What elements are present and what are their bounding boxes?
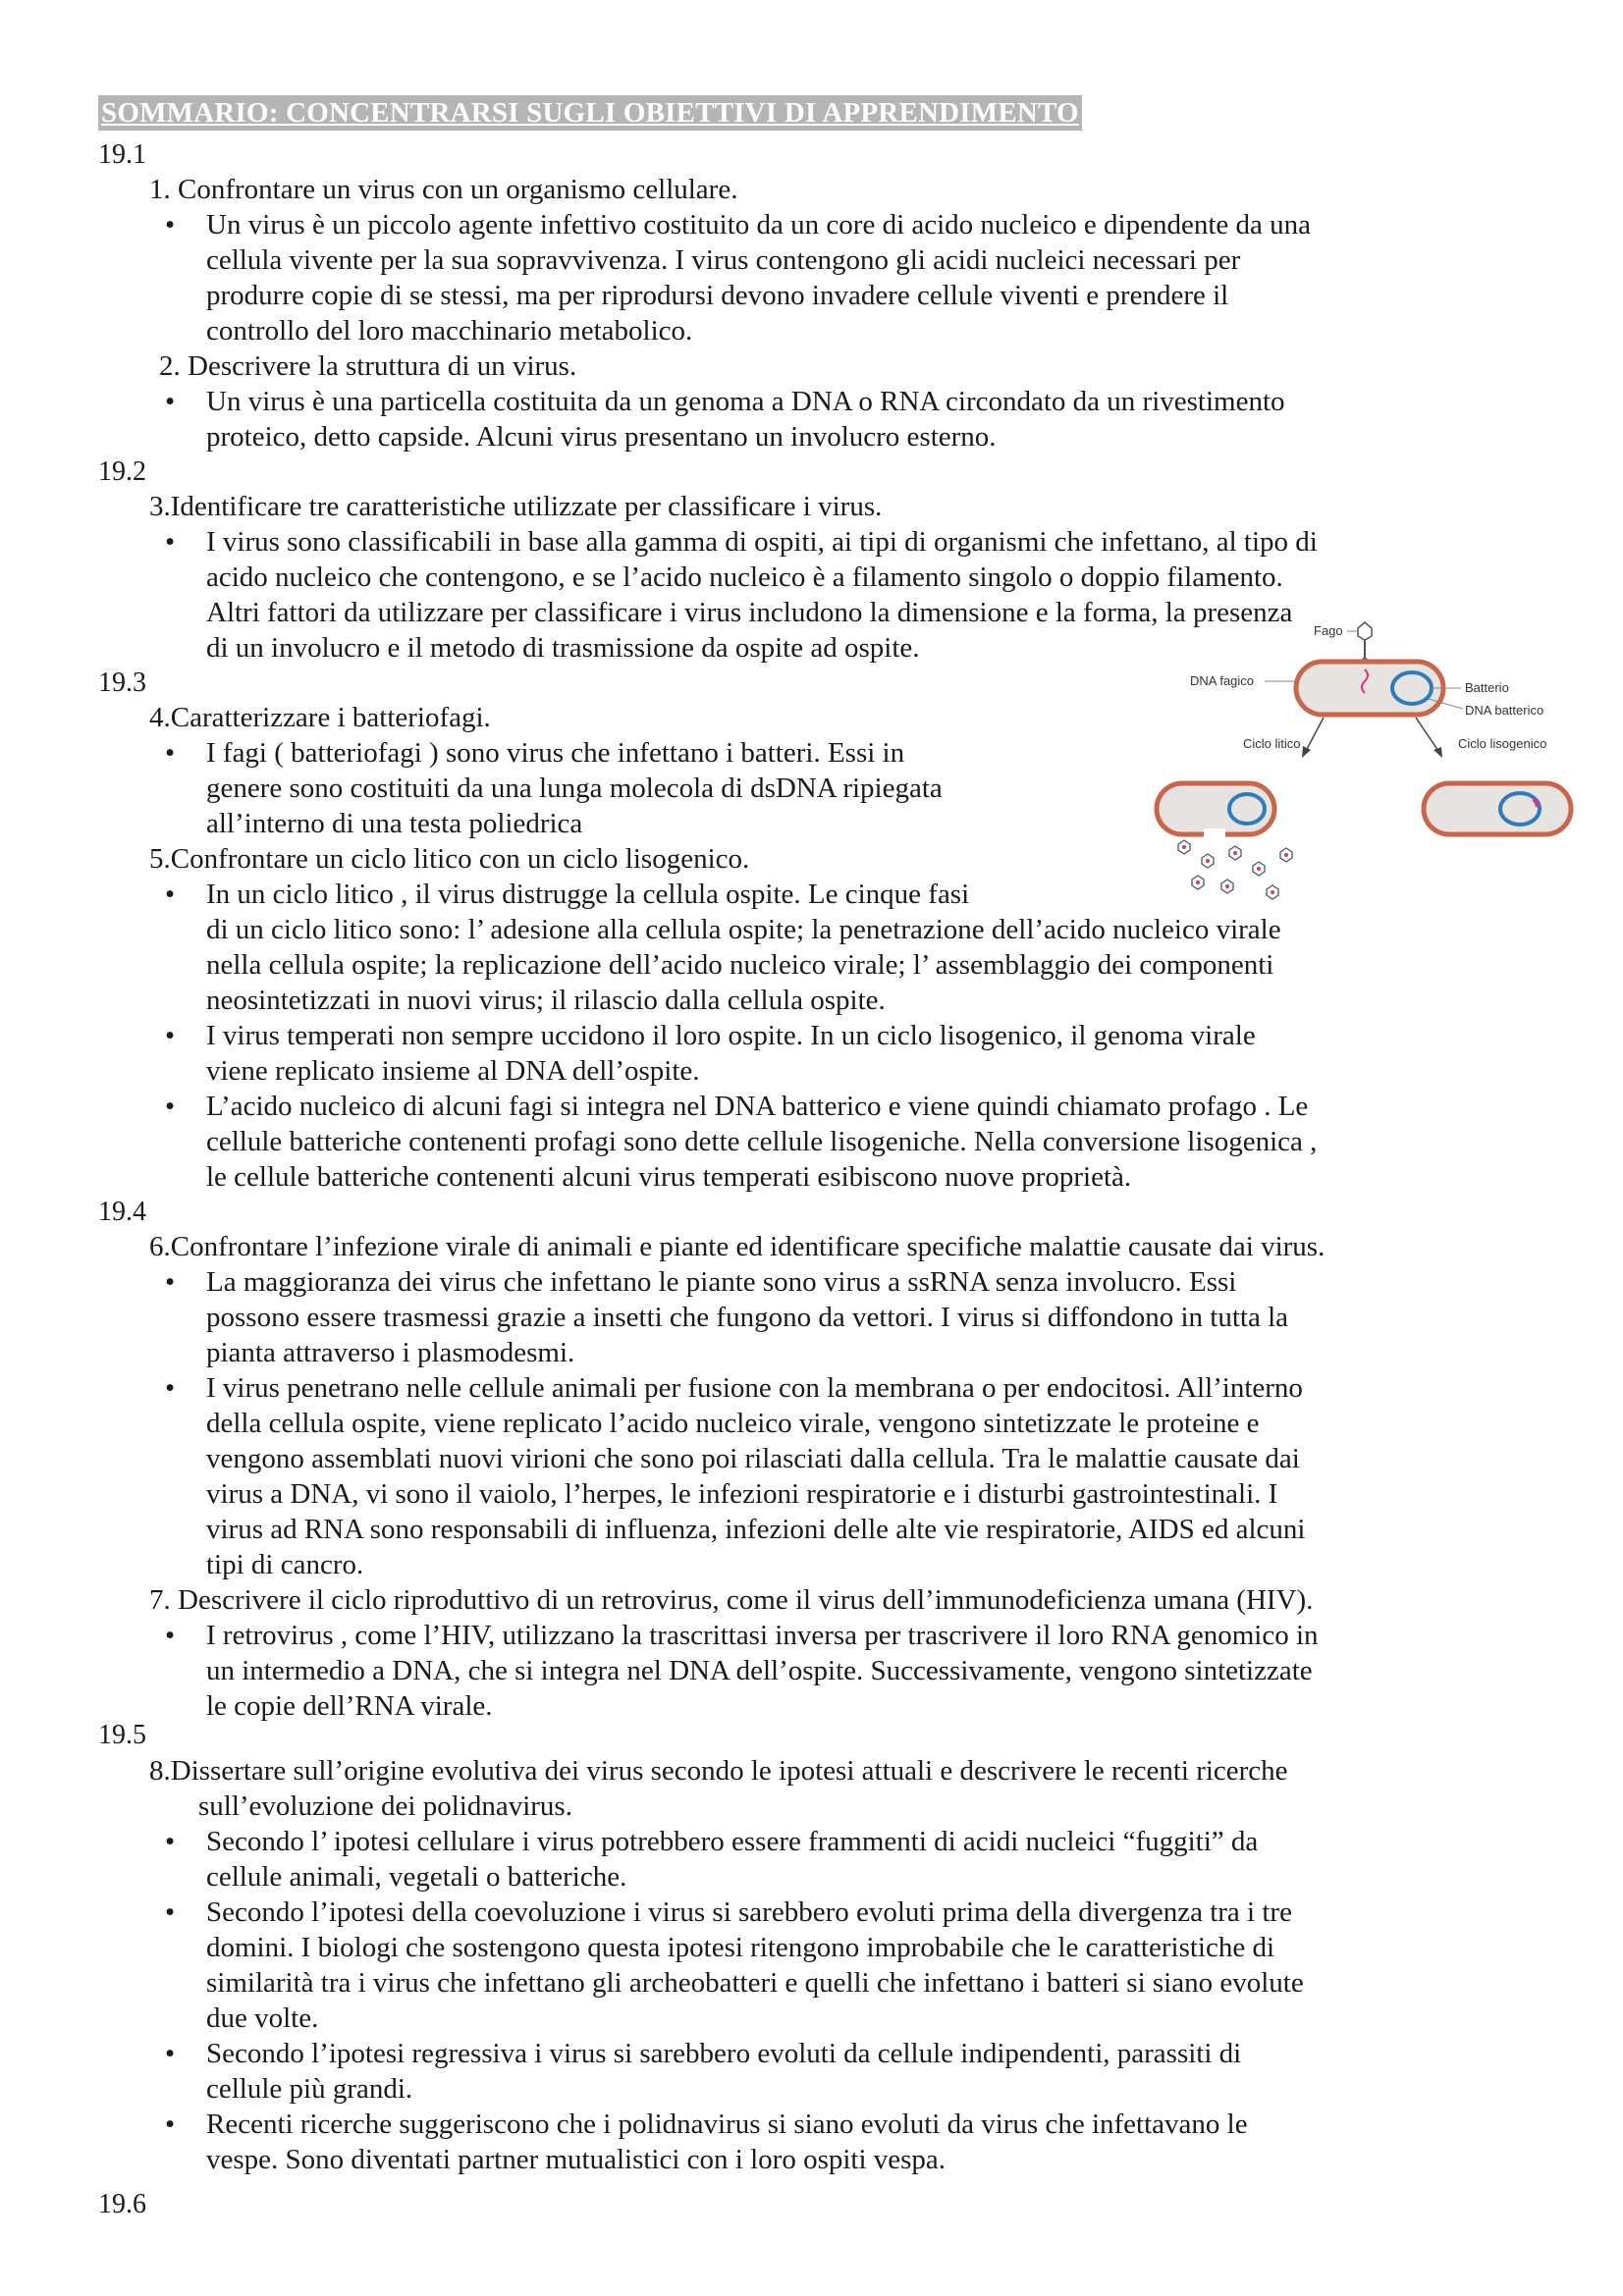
bullet-12 [165, 1895, 1304, 2036]
objective-7: 7. Descrivere il ciclo riproduttivo di un retrovirus, come il virus dell’immunodeficienza umana (HIV). [149, 1584, 1314, 1616]
bullet-text: Secondo l’ ipotesi cellulare i virus potrebbero essere frammenti di acidi nucleici “fuggiti” da cellule animali, vegetali o batteriche. [206, 1826, 1259, 1893]
label-batterio: Batterio [1465, 680, 1509, 695]
bullet-5 [165, 877, 1281, 1018]
bullet-13 [165, 2036, 1242, 2107]
bullet-point-icon: • [165, 1896, 176, 1928]
objective-1: 1. Confrontare un virus con un organismo cellulare. [149, 174, 738, 205]
bullet-point-icon: • [165, 1826, 176, 1857]
bullet-8 [165, 1264, 1289, 1370]
arrow-lytic [1306, 718, 1324, 751]
phage-cycle-figure [1149, 618, 1581, 913]
section-number: 19.6 [98, 2189, 146, 2219]
bullet-text: I virus penetrano nelle cellule animali per fusione con la membrana o per endocitosi. All’interno della cellula ospite, viene replicato l’acido nucleico virale, vengono sintetizzate le proteine e vengono assemblati nuovi virioni che sono poi rilasciati dalla cellula. Tra le malattie causate dai virus a DNA, vi sono il vaiolo, l’herpes, le infezioni respiratorie e i disturbi gastrointestinali. I virus ad RNA sono responsabili di influenza, infezioni delle alte vie respiratorie, AIDS ed alcuni tipi di cancro. [206, 1372, 1306, 1580]
bullet-text: I retrovirus , come l’HIV, utilizzano la trascrittasi inversa per trascrivere il loro RNA genomico in un intermedio a DNA, che si integra nel DNA dell’ospite. Successivamente, vengono sintetizzate le copie dell’RNA virale. [206, 1620, 1319, 1722]
bullet-point-icon: • [165, 2038, 176, 2069]
section-number: 19.1 [98, 139, 146, 170]
section-number: 19.2 [98, 456, 146, 487]
bullet-point-icon: • [165, 209, 176, 240]
lysogenic-bacterium [1424, 783, 1571, 834]
bullet-point-icon: • [165, 2109, 176, 2140]
lysed-bacterium [1157, 783, 1274, 838]
page-title: SOMMARIO: CONCENTRARSI SUGLI OBIETTIVI DI APPRENDIMENTO [98, 95, 1082, 131]
bullet-text: I virus sono classificabili in base alla gamma di ospiti, ai tipi di organismi che infettano, al tipo di acido nucleico che contengono, e se l’acido nucleico è a filamento singolo o doppio filamento. Altri fattori da utilizzare per classificare i virus includono la dimensione e la forma, la presenza di un involucro e il metodo di trasmissione da ospite ad ospite. [206, 526, 1318, 664]
bullet-point-icon: • [165, 1372, 176, 1404]
label-fago: Fago [1314, 623, 1343, 638]
bullet-point-icon: • [165, 1020, 176, 1051]
section-number: 19.5 [98, 1720, 146, 1750]
bullet-text: I fagi ( batteriofagi ) sono virus che infettano i batteri. Essi in genere sono costituiti da una lunga molecola di dsDNA ripiegata all’interno di una testa poliedrica [206, 737, 943, 839]
label-dna-batterico: DNA batterico [1465, 703, 1544, 718]
bullet-text: Un virus è una particella costituita da un genoma a DNA o RNA circondato da un rivestimento proteico, detto capside. Alcuni virus presentano un involucro esterno. [206, 386, 1285, 453]
objective-6: 6.Confrontare l’infezione virale di animali e piante ed identificare specifiche malattie causate dai virus. [149, 1231, 1325, 1262]
label-ciclo-lisogenico: Ciclo lisogenico [1458, 736, 1547, 751]
bullet-7 [165, 1089, 1318, 1195]
bullet-11 [165, 1824, 1259, 1895]
section-number: 19.4 [98, 1197, 146, 1227]
bullet-point-icon: • [165, 1266, 176, 1298]
objective-8: 8.Dissertare sull’origine evolutiva dei virus secondo le ipotesi attuali e descrivere le recenti ricerche [149, 1755, 1288, 1787]
bullet-point-icon: • [165, 1091, 176, 1122]
bullet-10 [165, 1618, 1319, 1724]
objective-4: 4.Caratterizzare i batteriofagi. [149, 702, 491, 733]
label-ciclo-litico: Ciclo litico [1243, 736, 1301, 751]
label-dna-fagico: DNA fagico [1190, 673, 1255, 688]
objective-2: 2. Descrivere la struttura di un virus. [159, 350, 577, 382]
bullet-1 [165, 207, 1311, 348]
bullet-9 [165, 1370, 1306, 1582]
bullet-text: In un ciclo litico , il virus distrugge la cellula ospite. Le cinque fasi di un ciclo litico sono: l’ adesione alla cellula ospite; la penetrazione dell’acido nucleico virale nella cellula ospite; la replicazione dell’acido nucleico virale; l’ assemblaggio dei componenti neosintetizzati in nuovi virus; il rilascio dalla cellula ospite. [206, 879, 1281, 1016]
released-phages [1178, 840, 1292, 899]
bullet-4 [165, 735, 943, 841]
infected-bacterium [1296, 662, 1443, 715]
bullet-text: L’acido nucleico di alcuni fagi si integra nel DNA batterico e viene quindi chiamato profago . Le cellule batteriche contenenti profagi sono dette cellule lisogeniche. Nella conversione lisogenica , le cellule batteriche contenenti alcuni virus temperati esibiscono nuove proprietà. [206, 1091, 1318, 1193]
bullet-6 [165, 1018, 1256, 1089]
bullet-point-icon: • [165, 526, 176, 558]
bullet-2 [165, 384, 1285, 454]
bullet-text: Recenti ricerche suggeriscono che i polidnavirus si siano evoluti da virus che infettavano le vespe. Sono diventati partner mutualistici con i loro ospiti vespa. [206, 2109, 1248, 2175]
bullet-point-icon: • [165, 879, 176, 910]
bullet-text: Un virus è un piccolo agente infettivo costituito da un core di acido nucleico e dipendente da una cellula vivente per la sua sopravvivenza. I virus contengono gli acidi nucleici necessari per produrre copie di se stessi, ma per riprodursi devono invadere cellule viventi e prendere il controllo del loro macchinario metabolico. [206, 209, 1311, 347]
phage-icon [1357, 622, 1373, 664]
bullet-text: I virus temperati non sempre uccidono il loro ospite. In un ciclo lisogenico, il genoma virale viene replicato insieme al DNA dell’ospite. [206, 1020, 1256, 1087]
arrow-head-icon [1434, 747, 1442, 758]
bullet-text: Secondo l’ipotesi della coevoluzione i virus si sarebbero evoluti prima della divergenza tra i tre domini. I biologi che sostengono questa ipotesi ritengono improbabile che le caratteristiche di similarità tra i virus che infettano gli archeobatteri e quelli che infettano i batteri si siano evolute due volte. [206, 1896, 1304, 2034]
bullet-point-icon: • [165, 1620, 176, 1651]
objective-3: 3.Identificare tre caratteristiche utilizzate per classificare i virus. [149, 491, 883, 522]
section-number: 19.3 [98, 667, 146, 698]
bullet-text: Secondo l’ipotesi regressiva i virus si sarebbero evoluti da cellule indipendenti, parassiti di cellule più grandi. [206, 2038, 1242, 2105]
objective-5: 5.Confrontare un ciclo litico con un ciclo lisogenico. [149, 843, 750, 875]
objective-8-continued: sull’evoluzione dei polidnavirus. [198, 1790, 572, 1822]
bullet-14 [165, 2107, 1248, 2177]
arrow-lysogenic [1416, 718, 1438, 751]
bullet-point-icon: • [165, 386, 176, 417]
bullet-point-icon: • [165, 737, 176, 769]
arrow-head-icon [1302, 746, 1311, 758]
bullet-text: La maggioranza dei virus che infettano le piante sono virus a ssRNA senza involucro. Essi possono essere trasmessi grazie a insetti che fungono da vettori. I virus si diffondono in tutta la pianta attraverso i plasmodesmi. [206, 1266, 1289, 1368]
